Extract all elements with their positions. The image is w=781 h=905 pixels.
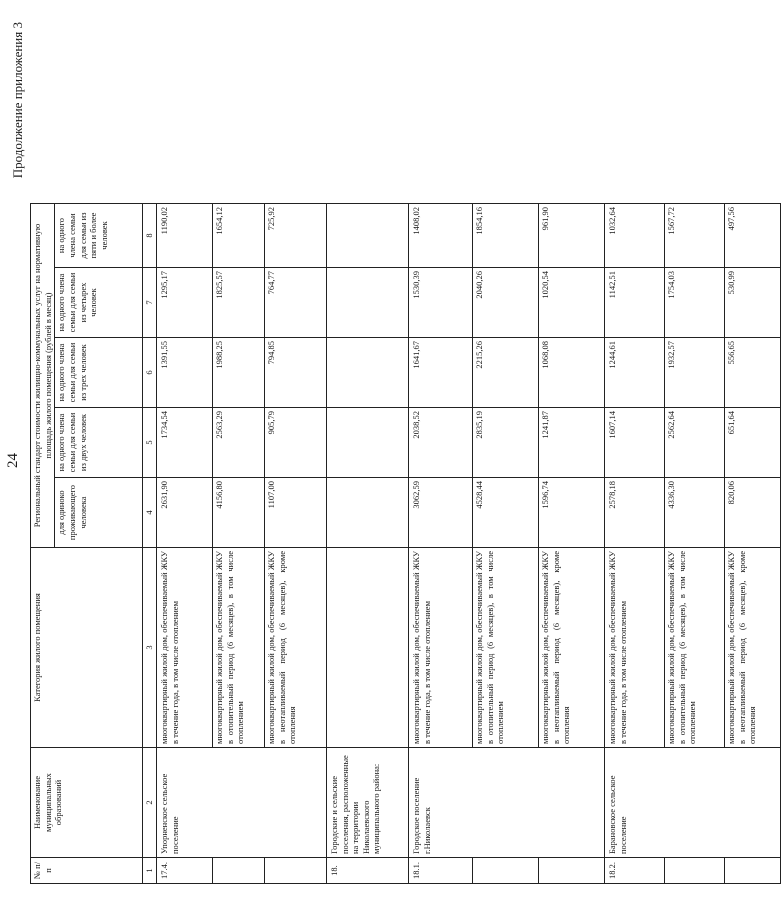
cost-family-4: 1295,17 xyxy=(156,268,212,338)
cost-family-5: 1408,02 xyxy=(408,204,472,268)
cost-family-4: 1020,54 xyxy=(538,268,604,338)
row-number xyxy=(664,858,724,884)
header-single: для одиноко проживающего человека xyxy=(55,478,143,548)
cost-family-4 xyxy=(326,268,408,338)
cost-single: 1107,00 xyxy=(264,478,326,548)
cost-family-2: 2562,64 xyxy=(664,408,724,478)
cost-family-3: 794,85 xyxy=(264,338,326,408)
housing-category: многоквартирный жилой дом, обеспечиваемый ЖКУ в отопительный период (6 месяцев), в том числе отоплением xyxy=(212,548,264,748)
cost-family-5: 1567,72 xyxy=(664,204,724,268)
housing-category: многоквартирный жилой дом, обеспечиваемый ЖКУ в течение года, в том числе отоплением xyxy=(156,548,212,748)
continuation-heading: Продолжение приложения 3 xyxy=(10,22,25,179)
cost-family-2 xyxy=(326,408,408,478)
cost-single: 3062,59 xyxy=(408,478,472,548)
housing-category: многоквартирный жилой дом, обеспечиваемый ЖКУ в неотапливаемый период (6 месяцев), кроме отопления xyxy=(264,548,326,748)
column-index: 6 xyxy=(143,338,157,408)
housing-category: многоквартирный жилой дом, обеспечиваемый ЖКУ в неотапливаемый период (6 месяцев), кроме отопления xyxy=(538,548,604,748)
header-family-4: на одного члена семьи для семьи из четырех человек xyxy=(55,268,143,338)
cost-single: 4336,30 xyxy=(664,478,724,548)
cost-family-3: 1244,61 xyxy=(604,338,664,408)
cost-family-2: 2038,52 xyxy=(408,408,472,478)
housing-category: многоквартирный жилой дом, обеспечиваемый ЖКУ в отопительный период (6 месяцев), в том числе отоплением xyxy=(472,548,538,748)
housing-category xyxy=(326,548,408,748)
header-category: Категория жилого помещения xyxy=(31,548,143,748)
cost-single: 2631,90 xyxy=(156,478,212,548)
column-index: 2 xyxy=(143,748,157,858)
row-number xyxy=(538,858,604,884)
cost-single: 1596,74 xyxy=(538,478,604,548)
column-index: 8 xyxy=(143,204,157,268)
cost-family-5: 497,56 xyxy=(724,204,780,268)
column-index: 3 xyxy=(143,548,157,748)
cost-family-2: 1734,54 xyxy=(156,408,212,478)
row-number: 17.4. xyxy=(156,858,212,884)
cost-single: 820,06 xyxy=(724,478,780,548)
housing-category: многоквартирный жилой дом, обеспечиваемый ЖКУ в течение года, в том числе отоплением xyxy=(604,548,664,748)
cost-family-3: 556,65 xyxy=(724,338,780,408)
cost-single: 4528,44 xyxy=(472,478,538,548)
row-number: 18.1. xyxy=(408,858,472,884)
table-row xyxy=(156,204,212,884)
cost-family-2: 2835,19 xyxy=(472,408,538,478)
cost-single: 4156,80 xyxy=(212,478,264,548)
column-index: 4 xyxy=(143,478,157,548)
cost-family-5 xyxy=(326,204,408,268)
cost-family-3: 1068,08 xyxy=(538,338,604,408)
cost-family-3 xyxy=(326,338,408,408)
cost-single xyxy=(326,478,408,548)
row-number xyxy=(724,858,780,884)
cost-family-4: 1825,57 xyxy=(212,268,264,338)
header-number: № п/п xyxy=(31,858,143,884)
municipality-name: Городские и сельские поселения, расположенные на территории Николаевского муниципального района: xyxy=(326,748,408,858)
cost-family-4: 530,99 xyxy=(724,268,780,338)
table-row xyxy=(326,204,408,884)
row-number xyxy=(264,858,326,884)
municipality-name: Упорненское сельское поселение xyxy=(156,748,326,858)
cost-family-2: 651,64 xyxy=(724,408,780,478)
row-number: 18. xyxy=(326,858,408,884)
standard-cost-table xyxy=(30,203,781,884)
column-index: 1 xyxy=(143,858,157,884)
cost-single: 2578,18 xyxy=(604,478,664,548)
header-standard-group: Региональный стандарт стоимости жилищно-коммунальных услуг на нормативную площадь жилого помещения (рублей в месяц) xyxy=(31,204,55,548)
header-family-5: на одного члена семьи для семьи из пяти и более человек xyxy=(55,204,143,268)
cost-family-2: 2563,29 xyxy=(212,408,264,478)
cost-family-2: 905,79 xyxy=(264,408,326,478)
column-index: 7 xyxy=(143,268,157,338)
municipality-name: Барановское сельское поселение xyxy=(604,748,780,858)
cost-family-4: 764,77 xyxy=(264,268,326,338)
row-number: 18.2. xyxy=(604,858,664,884)
cost-family-3: 1641,67 xyxy=(408,338,472,408)
cost-family-3: 1988,25 xyxy=(212,338,264,408)
row-number xyxy=(472,858,538,884)
cost-family-5: 1854,16 xyxy=(472,204,538,268)
cost-family-4: 1754,03 xyxy=(664,268,724,338)
table-row xyxy=(408,204,472,884)
cost-family-2: 1241,87 xyxy=(538,408,604,478)
cost-family-5: 1654,12 xyxy=(212,204,264,268)
cost-family-3: 1932,57 xyxy=(664,338,724,408)
cost-family-4: 1142,51 xyxy=(604,268,664,338)
housing-category: многоквартирный жилой дом, обеспечиваемый ЖКУ в неотапливаемый период (6 месяцев), кроме отопления xyxy=(724,548,780,748)
municipality-name: Городское поселение г.Николаевск xyxy=(408,748,604,858)
header-family-2: на одного члена семьи для семьи из двух человек xyxy=(55,408,143,478)
cost-family-5: 1190,02 xyxy=(156,204,212,268)
page-number: 24 xyxy=(5,453,21,468)
cost-family-4: 2040,26 xyxy=(472,268,538,338)
housing-category: многоквартирный жилой дом, обеспечиваемый ЖКУ в отопительный период (6 месяцев), в том числе отоплением xyxy=(664,548,724,748)
cost-family-3: 1391,55 xyxy=(156,338,212,408)
cost-family-5: 1032,64 xyxy=(604,204,664,268)
housing-category: многоквартирный жилой дом, обеспечиваемый ЖКУ в течение года, в том числе отоплением xyxy=(408,548,472,748)
table-row xyxy=(604,204,664,884)
row-number xyxy=(212,858,264,884)
cost-family-2: 1607,14 xyxy=(604,408,664,478)
cost-family-3: 2215,26 xyxy=(472,338,538,408)
header-municipality: Наименование муниципальных образований xyxy=(31,748,143,858)
column-index-row xyxy=(143,204,157,884)
cost-family-5: 961,90 xyxy=(538,204,604,268)
cost-family-5: 725,92 xyxy=(264,204,326,268)
column-index: 5 xyxy=(143,408,157,478)
cost-family-4: 1530,39 xyxy=(408,268,472,338)
header-family-3: на одного члена семьи для семьи из трех человек xyxy=(55,338,143,408)
